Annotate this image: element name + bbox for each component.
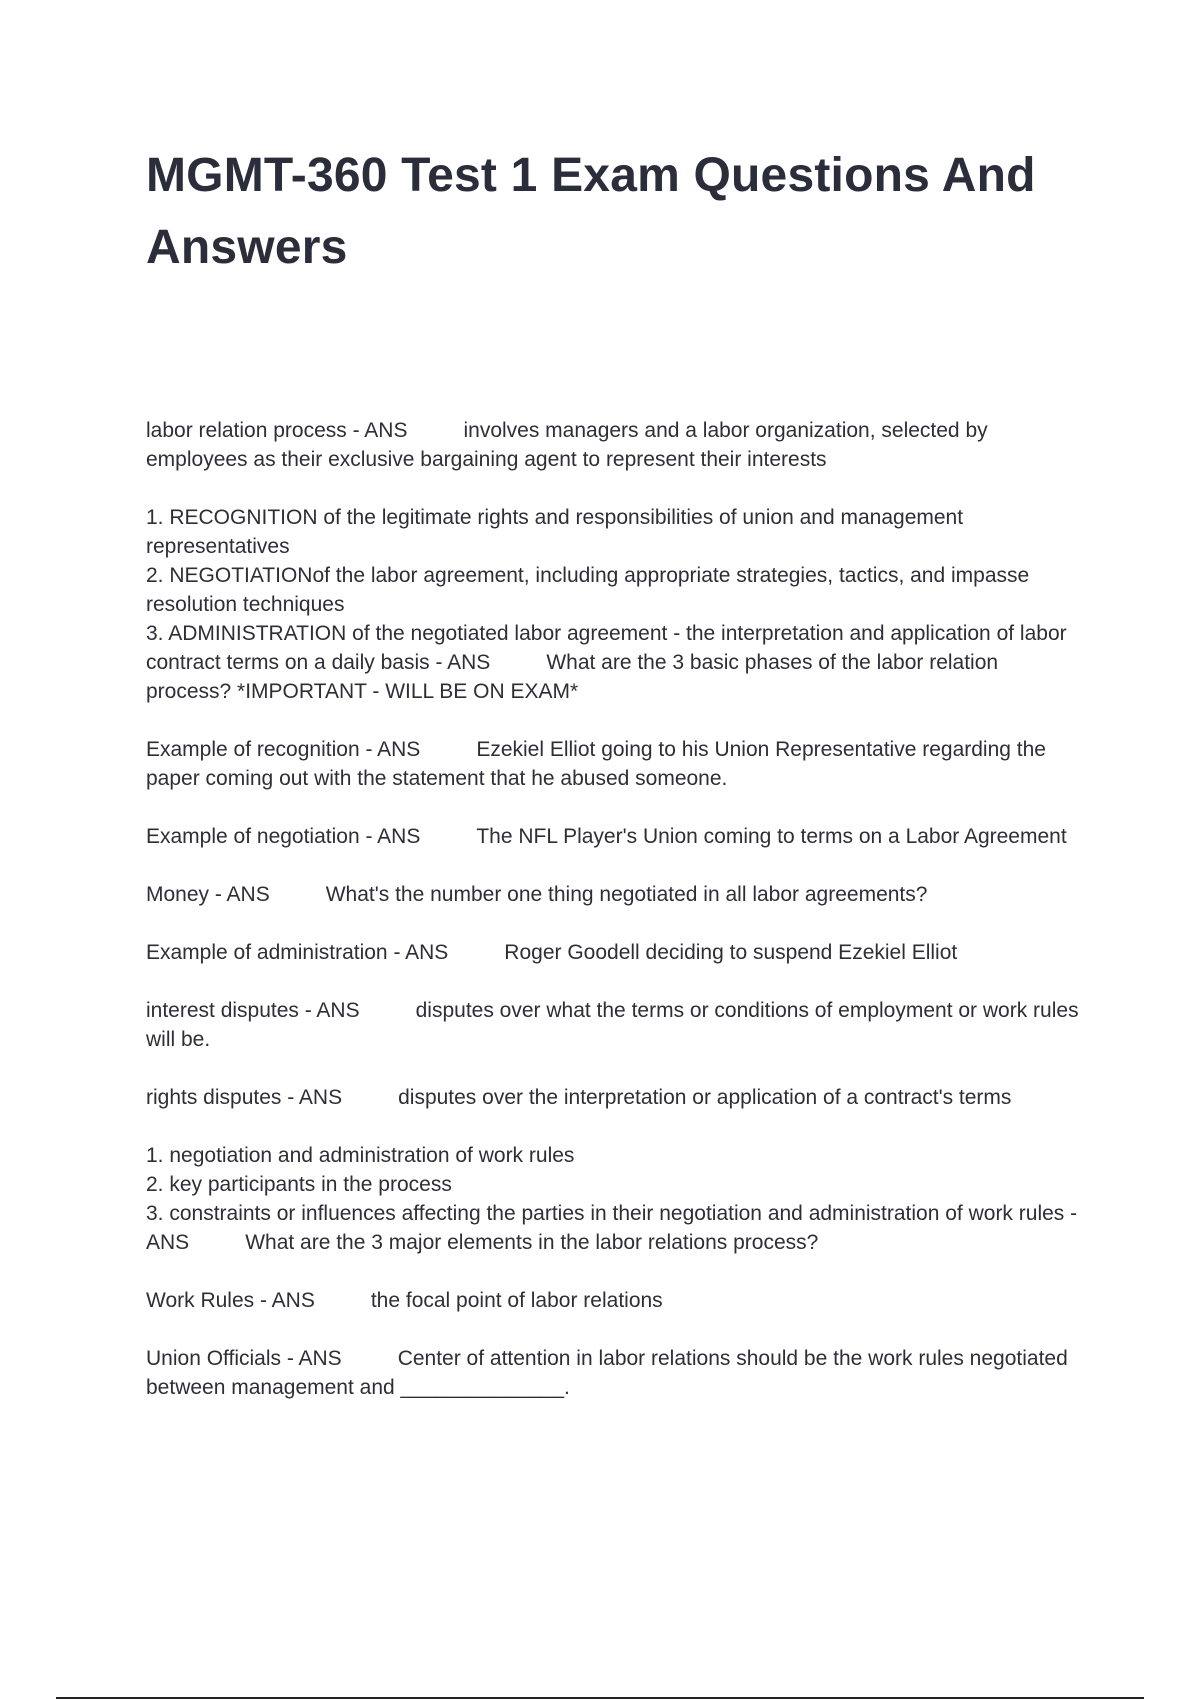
- qa-item: [146, 735, 1086, 793]
- qa-item: [146, 1286, 1086, 1315]
- qa-answer: What are the 3 major elements in the labor relations process?: [245, 1231, 819, 1254]
- qa-term: Example of negotiation - ANS: [146, 825, 421, 848]
- qa-item: [146, 503, 1086, 706]
- qa-item: [146, 416, 1086, 474]
- qa-item: [146, 822, 1086, 851]
- qa-term: Union Officials - ANS: [146, 1347, 342, 1370]
- qa-term: Money - ANS: [146, 883, 270, 906]
- qa-item: [146, 1083, 1086, 1112]
- page-title: MGMT-360 Test 1 Exam Questions And Answers: [146, 149, 1036, 274]
- page-bottom-divider: [56, 1697, 1144, 1699]
- qa-term: Example of administration - ANS: [146, 941, 449, 964]
- qa-term-line: 3. ADMINISTRATION of the negotiated labor agreement - the interpretation and application of labor contract terms on a daily basis - ANS: [146, 622, 1067, 674]
- qa-answer: disputes over what the terms or conditions of employment or work rules will be.: [146, 999, 1079, 1051]
- qa-answer: disputes over the interpretation or application of a contract's terms: [398, 1086, 1012, 1109]
- qa-term-line: 3. constraints or influences affecting the parties in their negotiation and administration of work rules - ANS: [146, 1202, 1078, 1254]
- qa-term: interest disputes - ANS: [146, 999, 360, 1022]
- qa-item: [146, 996, 1086, 1054]
- qa-answer: What are the 3 basic phases of the labor relation process? *IMPORTANT - WILL BE ON EXAM*: [146, 651, 999, 703]
- qa-answer: involves managers and a labor organization, selected by employees as their exclusive bargaining agent to represent their interests: [146, 419, 988, 471]
- qa-answer: Center of attention in labor relations should be the work rules negotiated between management and ______________.: [146, 1347, 1068, 1399]
- qa-answer: What's the number one thing negotiated in all labor agreements?: [325, 883, 928, 906]
- qa-item: [146, 1344, 1086, 1402]
- qa-term: Work Rules - ANS: [146, 1289, 315, 1312]
- qa-answer: The NFL Player's Union coming to terms on a Labor Agreement: [476, 825, 1067, 848]
- qa-term: Example of recognition - ANS: [146, 738, 421, 761]
- qa-answer: the focal point of labor relations: [370, 1289, 663, 1312]
- qa-list: [146, 416, 1086, 1402]
- qa-term-line: 1. RECOGNITION of the legitimate rights and responsibilities of union and management representatives: [146, 506, 964, 558]
- qa-item: [146, 1141, 1086, 1257]
- qa-item: [146, 938, 1086, 967]
- qa-term-line: 1. negotiation and administration of work rules: [146, 1144, 575, 1167]
- qa-item: [146, 880, 1086, 909]
- qa-term: labor relation process - ANS: [146, 419, 408, 442]
- qa-answer: Ezekiel Elliot going to his Union Representative regarding the paper coming out with the statement that he abused someone.: [146, 738, 1046, 790]
- qa-answer: Roger Goodell deciding to suspend Ezekiel Elliot: [504, 941, 958, 964]
- document-page: [146, 140, 1086, 1431]
- qa-term-line: 2. key participants in the process: [146, 1173, 452, 1196]
- qa-term: rights disputes - ANS: [146, 1086, 343, 1109]
- qa-term-line: 2. NEGOTIATIONof the labor agreement, including appropriate strategies, tactics, and impasse resolution techniques: [146, 564, 1030, 616]
